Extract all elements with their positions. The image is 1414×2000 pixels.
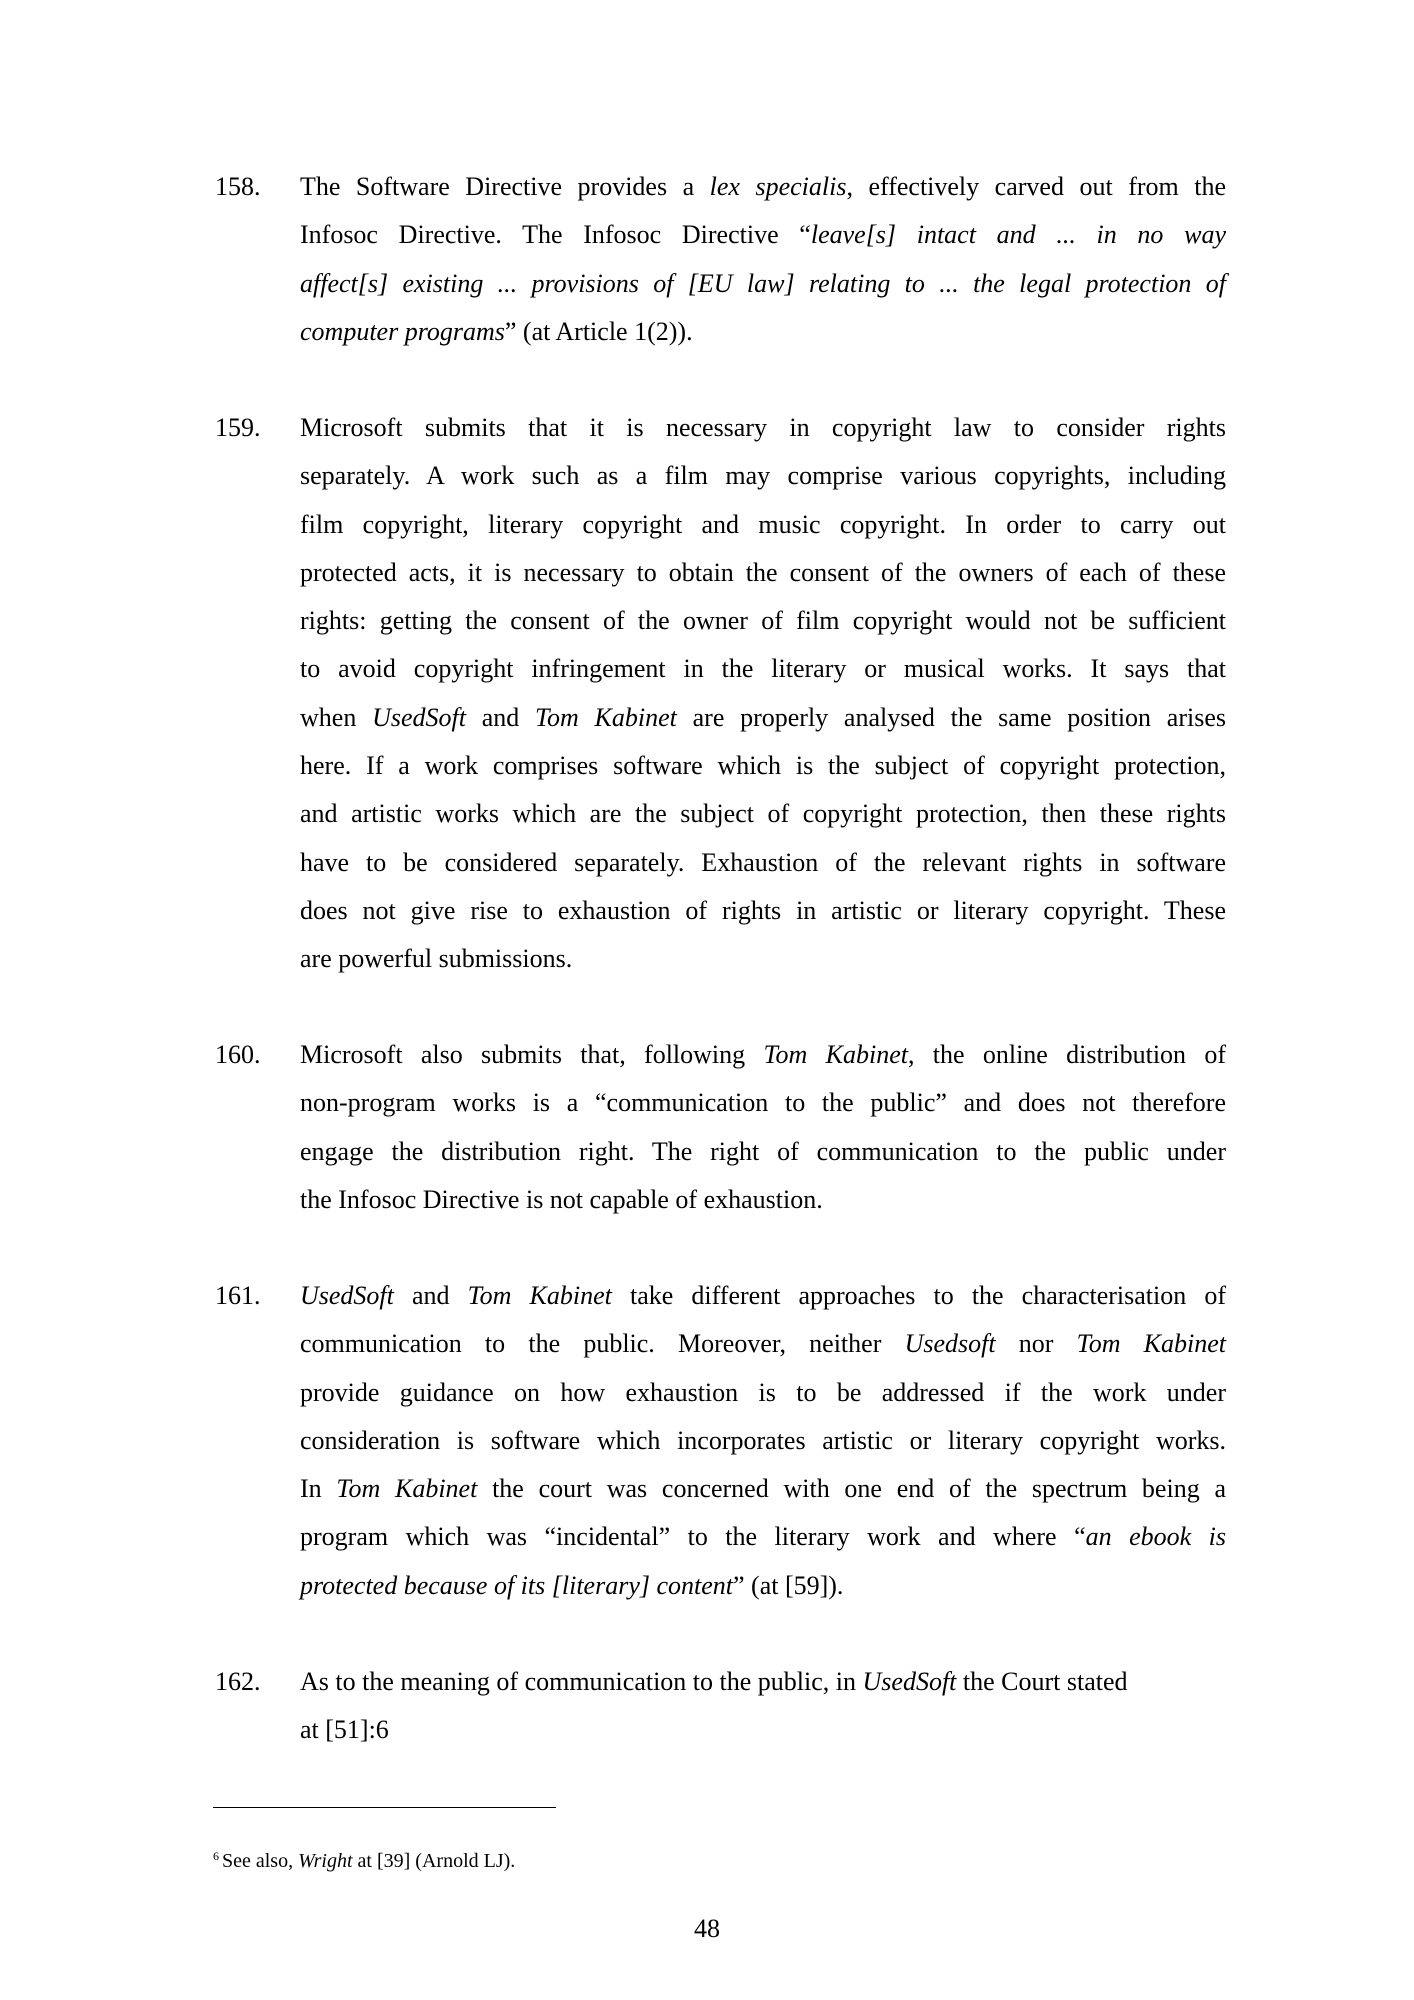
italic-text: Wright <box>298 1850 353 1872</box>
text: have to be considered separately. Exhaustion of the relevant rights in software <box>300 847 1226 877</box>
paragraph-number: 160. <box>215 1040 261 1069</box>
italic-text: Tom Kabinet <box>1076 1329 1226 1359</box>
text-line <box>300 1031 1226 1079</box>
text: nor <box>995 1329 1077 1359</box>
text-line <box>300 1079 1226 1127</box>
text-line <box>300 1176 1226 1224</box>
text: Microsoft submits that it is necessary in copyright law to consider rights <box>300 413 1226 442</box>
text-line <box>300 597 1226 645</box>
paragraph-number: 161. <box>215 1281 261 1310</box>
text-line <box>300 1128 1226 1176</box>
text: are powerful submissions. <box>300 944 573 974</box>
text-line <box>300 501 1226 549</box>
italic-text: protected because of its [literary] content <box>300 1570 733 1600</box>
text-line <box>300 1706 1226 1754</box>
italic-text: UsedSoft <box>862 1667 957 1696</box>
italic-text: UsedSoft <box>300 1281 394 1310</box>
page-number: 48 <box>694 1914 720 1943</box>
text-line <box>300 1417 1226 1465</box>
text-line <box>300 1513 1226 1561</box>
text: when <box>300 702 373 732</box>
footnote-separator <box>213 1807 556 1808</box>
italic-text: Tom Kabinet <box>534 702 677 732</box>
text: and <box>465 702 535 732</box>
paragraph-body <box>300 163 1226 356</box>
text: at [39] (Arnold LJ). <box>352 1850 516 1872</box>
text: to avoid copyright infringement in the literary or musical works. It says that <box>300 654 1226 684</box>
text: engage the distribution right. The right of communication to the public under <box>300 1136 1226 1166</box>
italic-text: Tom Kabinet <box>763 1040 908 1069</box>
italic-text: Tom Kabinet <box>467 1281 612 1310</box>
paragraph-body <box>300 404 1226 984</box>
paragraph-number: 158. <box>215 172 261 201</box>
text-line <box>300 694 1226 742</box>
text: consideration is software which incorporates artistic or literary copyright works. <box>300 1425 1226 1455</box>
text: ” (at [59]). <box>733 1570 844 1600</box>
text-line <box>300 935 1226 983</box>
text-line <box>300 1272 1226 1320</box>
text-line <box>300 211 1226 259</box>
text-line <box>300 404 1226 452</box>
italic-text: lex specialis <box>709 172 847 201</box>
text-line <box>300 308 1226 356</box>
text: provide guidance on how exhaustion is to be addressed if the work under <box>300 1377 1226 1407</box>
text: and <box>393 1281 468 1310</box>
text-line <box>300 1562 1226 1610</box>
italic-text: UsedSoft <box>372 702 466 732</box>
text: See also, <box>222 1850 299 1872</box>
italic-text: affect[s] existing ... provisions of [EU law] relating to ... the legal protection of <box>300 268 1226 298</box>
text-line <box>300 790 1226 838</box>
text: The Software Directive provides a <box>300 172 710 201</box>
text: , effectively carved out from the <box>846 172 1227 201</box>
italic-text: computer programs <box>300 316 505 346</box>
text-line <box>300 887 1226 935</box>
text: at [51]:6 <box>300 1715 389 1745</box>
italic-text: Usedsoft <box>904 1329 996 1359</box>
paragraph-body <box>300 1031 1226 1224</box>
text: and artistic works which are the subject of copyright protection, then these rights <box>300 799 1226 829</box>
italic-text: leave[s] intact and ... in no way <box>810 220 1226 250</box>
text-line <box>300 260 1226 308</box>
text: Microsoft also submits that, following <box>300 1040 764 1069</box>
text: the Court stated <box>956 1667 1128 1696</box>
text: film copyright, literary copyright and music copyright. In order to carry out <box>300 509 1226 539</box>
text: the Infosoc Directive is not capable of exhaustion. <box>300 1184 823 1214</box>
text: ” (at Article 1(2)). <box>504 316 693 346</box>
text-line <box>300 452 1226 500</box>
text-line <box>300 1658 1226 1706</box>
italic-text: Tom Kabinet <box>336 1474 478 1504</box>
paragraph-number: 162. <box>215 1667 261 1696</box>
text: are properly analysed the same position arises <box>676 702 1226 732</box>
text: non-program works is a “communication to the public” and does not therefore <box>300 1088 1226 1118</box>
text: Infosoc Directive. The Infosoc Directive “ <box>300 220 811 250</box>
text: does not give rise to exhaustion of rights in artistic or literary copyright. These <box>300 895 1226 925</box>
italic-text: an ebook is <box>1085 1522 1227 1552</box>
footnote <box>213 1843 515 1874</box>
text: As to the meaning of communication to the public, in <box>300 1667 863 1696</box>
paragraph-number: 159. <box>215 413 261 442</box>
footnote-text <box>222 1850 515 1872</box>
text: the court was concerned with one end of the spectrum being a <box>477 1474 1226 1504</box>
text-line <box>300 742 1226 790</box>
text: In <box>300 1474 337 1504</box>
text-line <box>300 163 1226 211</box>
text-line <box>300 839 1226 887</box>
paragraph-body <box>300 1272 1226 1610</box>
text: protected acts, it is necessary to obtain the consent of the owners of each of these <box>300 557 1226 587</box>
text-line <box>300 1465 1226 1513</box>
text-line <box>300 1320 1226 1368</box>
text: separately. A work such as a film may comprise various copyrights, including <box>300 461 1226 491</box>
footnote-marker: 6 <box>213 1849 219 1863</box>
text-line <box>300 1369 1226 1417</box>
text-line <box>300 549 1226 597</box>
text: , the online distribution of <box>907 1040 1227 1069</box>
text: take different approaches to the characterisation of <box>611 1281 1226 1310</box>
text-line <box>300 645 1226 693</box>
text: communication to the public. Moreover, neither <box>300 1329 905 1359</box>
text: rights: getting the consent of the owner of film copyright would not be sufficient <box>300 606 1226 636</box>
text: here. If a work comprises software which is the subject of copyright protection, <box>300 751 1226 781</box>
text: program which was “incidental” to the literary work and where “ <box>300 1522 1086 1552</box>
paragraph-body <box>300 1658 1226 1755</box>
